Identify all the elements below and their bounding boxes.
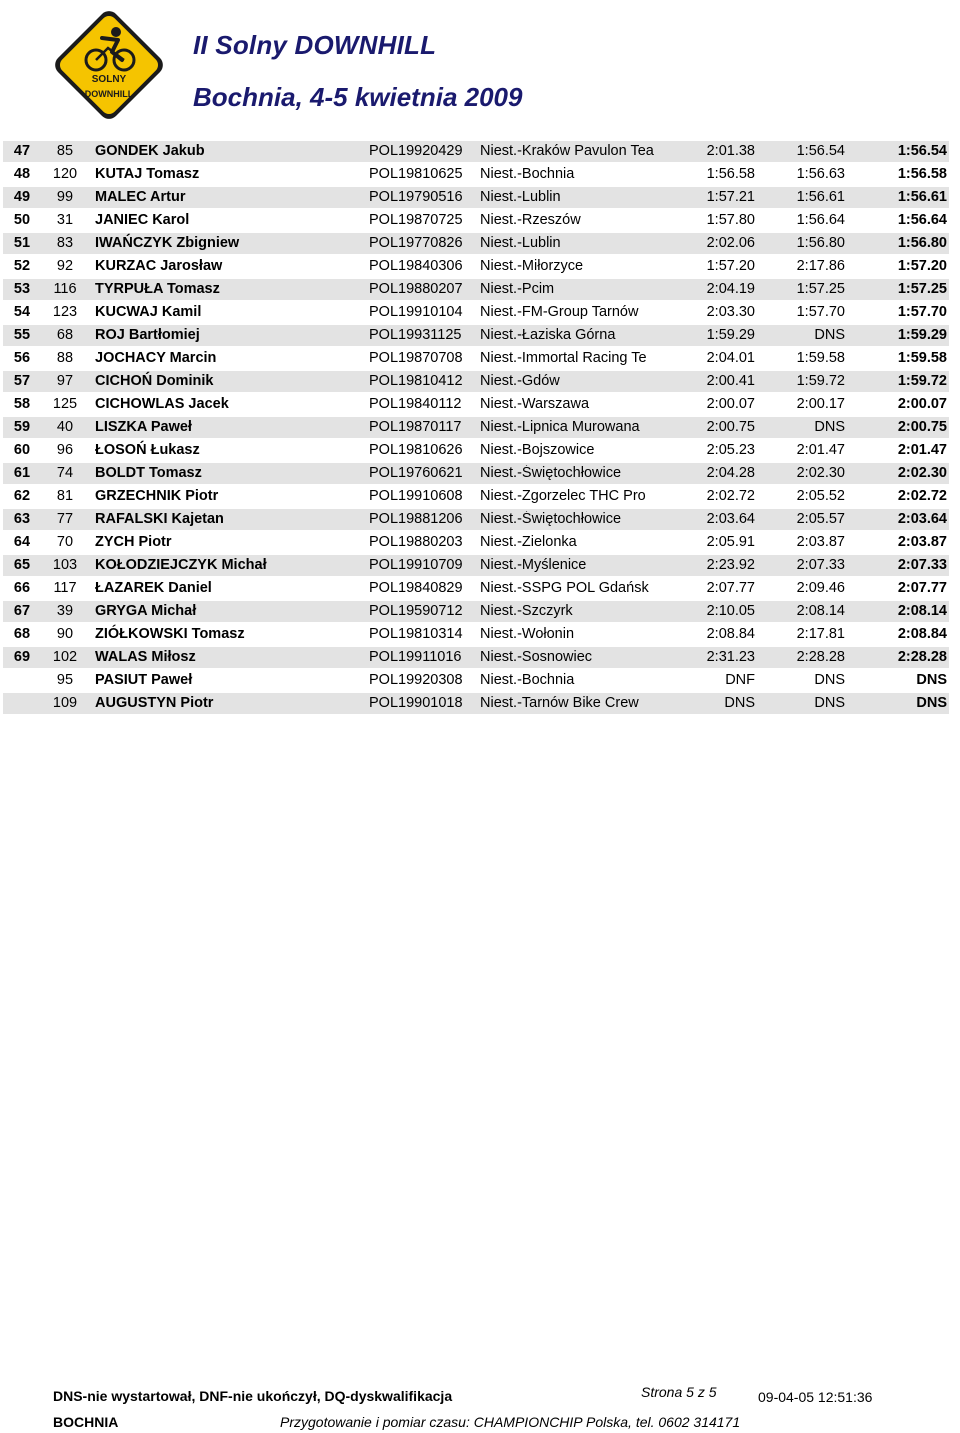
- page-number: Strona 5 z 5: [641, 1384, 717, 1400]
- bib-number-cell: 92: [56, 258, 74, 274]
- table-row: [3, 601, 949, 622]
- club-cell: Niest.-Rzeszów: [480, 212, 581, 228]
- run1-time-cell: 2:10.05: [706, 603, 755, 619]
- run1-time-cell: 2:02.72: [706, 488, 755, 504]
- table-row: [3, 509, 949, 530]
- rider-name-cell: RAFALSKI Kajetan: [95, 511, 224, 527]
- bib-number-cell: 40: [56, 419, 74, 435]
- rider-name-cell: PASIUT Paweł: [95, 672, 193, 688]
- run2-time-cell: 2:08.14: [796, 603, 845, 619]
- bib-number-cell: 125: [52, 396, 78, 412]
- table-row: [3, 141, 949, 162]
- rider-name-cell: ZIÓŁKOWSKI Tomasz: [95, 626, 245, 642]
- run2-time-cell: 2:02.30: [796, 465, 845, 481]
- table-row: [3, 670, 949, 691]
- position-cell: 49: [13, 189, 31, 205]
- bib-number-cell: 123: [52, 304, 78, 320]
- event-logo: [46, 2, 172, 128]
- run2-time-cell: DNS: [814, 327, 845, 343]
- bib-number-cell: 90: [56, 626, 74, 642]
- run2-time-cell: 1:57.25: [796, 281, 845, 297]
- run2-time-cell: 2:05.52: [796, 488, 845, 504]
- run1-time-cell: 2:04.28: [706, 465, 755, 481]
- table-row: [3, 325, 949, 346]
- license-code-cell: POL19920429: [369, 143, 463, 159]
- run1-time-cell: 2:00.41: [706, 373, 755, 389]
- club-cell: Niest.-Lublin: [480, 235, 561, 251]
- run1-time-cell: 2:23.92: [706, 557, 755, 573]
- bib-number-cell: 39: [56, 603, 74, 619]
- best-time-cell: 1:57.25: [897, 281, 947, 297]
- best-time-cell: 2:02.72: [897, 488, 947, 504]
- rider-name-cell: GRYGA Michał: [95, 603, 197, 619]
- bib-number-cell: 116: [53, 281, 77, 297]
- position-cell: 56: [13, 350, 31, 366]
- club-cell: Niest.-Tarnów Bike Crew: [480, 695, 639, 711]
- license-code-cell: POL19810314: [369, 626, 463, 642]
- bib-number-cell: 97: [56, 373, 74, 389]
- position-cell: 51: [13, 235, 31, 251]
- run1-time-cell: 2:05.23: [706, 442, 755, 458]
- run1-time-cell: 2:08.84: [706, 626, 755, 642]
- position-cell: 59: [13, 419, 31, 435]
- best-time-cell: 2:08.84: [897, 626, 947, 642]
- best-time-cell: 1:57.20: [897, 258, 947, 274]
- best-time-cell: 1:59.58: [897, 350, 947, 366]
- position-cell: 52: [13, 258, 31, 274]
- table-row: [3, 486, 949, 507]
- bib-number-cell: 96: [56, 442, 74, 458]
- best-time-cell: 2:01.47: [897, 442, 947, 458]
- best-time-cell: DNS: [916, 695, 947, 711]
- table-row: [3, 463, 949, 484]
- run2-time-cell: 1:57.70: [796, 304, 845, 320]
- run2-time-cell: 1:56.54: [796, 143, 845, 159]
- run1-time-cell: 1:57.21: [706, 189, 755, 205]
- club-cell: Niest.-Kraków Pavulon Tea: [480, 143, 654, 159]
- run1-time-cell: 2:02.06: [706, 235, 755, 251]
- license-code-cell: POL19840112: [369, 396, 462, 412]
- table-row: [3, 532, 949, 553]
- license-code-cell: POL19590712: [369, 603, 463, 619]
- rider-name-cell: GONDEK Jakub: [95, 143, 205, 159]
- footer-legend: DNS-nie wystartował, DNF-nie ukończył, DQ-dyskwalifikacja: [53, 1388, 453, 1404]
- rider-name-cell: CICHOŃ Dominik: [95, 373, 214, 389]
- rider-name-cell: IWAŃCZYK Zbigniew: [95, 235, 240, 251]
- bib-number-cell: 88: [56, 350, 74, 366]
- best-time-cell: 2:00.75: [897, 419, 947, 435]
- run2-time-cell: 1:56.63: [796, 166, 845, 182]
- club-cell: Niest.-Warszawa: [480, 396, 590, 412]
- run1-time-cell: 2:00.75: [706, 419, 755, 435]
- best-time-cell: 2:00.07: [897, 396, 947, 412]
- position-cell: 63: [13, 511, 31, 527]
- results-table: [3, 141, 949, 716]
- position-cell: 60: [13, 442, 31, 458]
- rider-name-cell: KUCWAJ Kamil: [95, 304, 202, 320]
- table-row: [3, 348, 949, 369]
- position-cell: 55: [13, 327, 31, 343]
- rider-name-cell: ZYCH Piotr: [95, 534, 172, 550]
- bib-number-cell: 95: [56, 672, 74, 688]
- table-row: [3, 417, 949, 438]
- license-code-cell: POL19901018: [369, 695, 463, 711]
- position-cell: 50: [13, 212, 31, 228]
- position-cell: 64: [13, 534, 31, 550]
- print-timestamp: 09-04-05 12:51:36: [758, 1389, 873, 1405]
- club-cell: Niest.-Zielonka: [480, 534, 577, 550]
- rider-name-cell: JANIEC Karol: [95, 212, 190, 228]
- run1-time-cell: 1:57.20: [706, 258, 755, 274]
- table-row: [3, 279, 949, 300]
- rider-name-cell: ROJ Bartłomiej: [95, 327, 200, 343]
- bib-number-cell: 74: [56, 465, 74, 481]
- run1-time-cell: 2:00.07: [706, 396, 755, 412]
- table-row: [3, 210, 949, 231]
- license-code-cell: POL19840306: [369, 258, 463, 274]
- bib-number-cell: 70: [56, 534, 74, 550]
- best-time-cell: 1:56.64: [897, 212, 947, 228]
- rider-name-cell: CICHOWLAS Jacek: [95, 396, 229, 412]
- position-cell: 66: [13, 580, 31, 596]
- best-time-cell: 1:59.29: [897, 327, 947, 343]
- license-code-cell: POL19840829: [369, 580, 463, 596]
- club-cell: Niest.-Myślenice: [480, 557, 587, 573]
- license-code-cell: POL19911016: [369, 649, 462, 665]
- club-cell: Niest.-Bochnia: [480, 672, 575, 688]
- license-code-cell: POL19810412: [369, 373, 463, 389]
- rider-name-cell: MALEC Artur: [95, 189, 186, 205]
- position-cell: 47: [13, 143, 31, 159]
- bib-number-cell: 81: [56, 488, 74, 504]
- license-code-cell: POL19870725: [369, 212, 463, 228]
- run2-time-cell: 1:59.72: [796, 373, 845, 389]
- run2-time-cell: 2:28.28: [796, 649, 845, 665]
- club-cell: Niest.-Pcim: [480, 281, 555, 297]
- rider-name-cell: AUGUSTYN Piotr: [95, 695, 214, 711]
- bib-number-cell: 103: [52, 557, 78, 573]
- bib-number-cell: 31: [56, 212, 74, 228]
- position-cell: 62: [13, 488, 31, 504]
- rider-name-cell: KURZAC Jarosław: [95, 258, 223, 274]
- run1-time-cell: 2:07.77: [706, 580, 755, 596]
- table-row: [3, 187, 949, 208]
- position-cell: 69: [13, 649, 31, 665]
- table-row: [3, 693, 949, 714]
- run2-time-cell: DNS: [814, 419, 845, 435]
- club-cell: Niest.-FM-Group Tarnów: [480, 304, 639, 320]
- best-time-cell: 1:56.80: [897, 235, 947, 251]
- table-row: [3, 233, 949, 254]
- run1-time-cell: 1:57.80: [706, 212, 755, 228]
- best-time-cell: 1:59.72: [897, 373, 947, 389]
- bib-number-cell: 77: [56, 511, 74, 527]
- run1-time-cell: DNS: [724, 695, 755, 711]
- run1-time-cell: 2:05.91: [706, 534, 755, 550]
- table-row: [3, 578, 949, 599]
- license-code-cell: POL19790516: [369, 189, 463, 205]
- best-time-cell: 1:56.58: [897, 166, 947, 182]
- table-row: [3, 256, 949, 277]
- club-cell: Niest.-Wołonin: [480, 626, 575, 642]
- club-cell: Niest.-SSPG POL Gdańsk: [480, 580, 649, 596]
- timing-credit: Przygotowanie i pomiar czasu: CHAMPIONCHIP Polska, tel. 0602 314171: [280, 1414, 741, 1430]
- logo-text-top: SOLNY: [91, 74, 127, 85]
- run2-time-cell: 1:56.61: [796, 189, 845, 205]
- footer-city: BOCHNIA: [53, 1414, 119, 1430]
- bib-number-cell: 117: [53, 580, 77, 596]
- run2-time-cell: 2:17.81: [796, 626, 845, 642]
- run1-time-cell: 1:59.29: [706, 327, 755, 343]
- run2-time-cell: 2:00.17: [796, 396, 845, 412]
- bib-number-cell: 68: [56, 327, 74, 343]
- license-code-cell: POL19910104: [369, 304, 463, 320]
- run2-time-cell: DNS: [814, 672, 845, 688]
- best-time-cell: 2:28.28: [897, 649, 947, 665]
- license-code-cell: POL19870117: [369, 419, 462, 435]
- run1-time-cell: 2:01.38: [706, 143, 755, 159]
- club-cell: Niest.-Szczyrk: [480, 603, 573, 619]
- run1-time-cell: DNF: [725, 672, 755, 688]
- bib-number-cell: 109: [52, 695, 78, 711]
- club-cell: Niest.-Sosnowiec: [480, 649, 593, 665]
- best-time-cell: 2:07.77: [897, 580, 947, 596]
- license-code-cell: POL19910608: [369, 488, 463, 504]
- table-row: [3, 394, 949, 415]
- table-row: [3, 555, 949, 576]
- position-cell: 53: [13, 281, 31, 297]
- run1-time-cell: 2:03.30: [706, 304, 755, 320]
- license-code-cell: POL19760621: [369, 465, 463, 481]
- logo-text-bottom: DOWNHILL: [84, 89, 134, 99]
- rider-name-cell: TYRPUŁA Tomasz: [95, 281, 220, 297]
- rider-name-cell: GRZECHNIK Piotr: [95, 488, 219, 504]
- license-code-cell: POL19880207: [369, 281, 463, 297]
- table-row: [3, 164, 949, 185]
- position-cell: 61: [13, 465, 31, 481]
- cyclist-head-icon: [111, 27, 121, 37]
- license-code-cell: POL19810626: [369, 442, 463, 458]
- club-cell: Niest.-Świętochłowice: [480, 465, 622, 481]
- bib-number-cell: 85: [56, 143, 74, 159]
- bib-number-cell: 102: [52, 649, 78, 665]
- run2-time-cell: 1:59.58: [796, 350, 845, 366]
- club-cell: Niest.-Zgorzelec THC Pro: [480, 488, 646, 504]
- rider-name-cell: KOŁODZIEJCZYK Michał: [95, 557, 267, 573]
- license-code-cell: POL19920308: [369, 672, 463, 688]
- best-time-cell: 2:02.30: [897, 465, 947, 481]
- run2-time-cell: 2:01.47: [796, 442, 845, 458]
- run1-time-cell: 2:03.64: [706, 511, 755, 527]
- best-time-cell: DNS: [916, 672, 947, 688]
- rider-name-cell: ŁOSOŃ Łukasz: [95, 442, 200, 458]
- position-cell: 67: [13, 603, 31, 619]
- run1-time-cell: 2:04.01: [706, 350, 755, 366]
- license-code-cell: POL19931125: [369, 327, 462, 343]
- license-code-cell: POL19910709: [369, 557, 463, 573]
- club-cell: Niest.-Świętochłowice: [480, 511, 622, 527]
- best-time-cell: 2:03.87: [897, 534, 947, 550]
- table-row: [3, 302, 949, 323]
- bib-number-cell: 83: [56, 235, 74, 251]
- club-cell: Niest.-Lublin: [480, 189, 561, 205]
- club-cell: Niest.-Bojszowice: [480, 442, 595, 458]
- club-cell: Niest.-Immortal Racing Te: [480, 350, 647, 366]
- best-time-cell: 1:56.61: [897, 189, 947, 205]
- position-cell: 48: [13, 166, 31, 182]
- license-code-cell: POL19770826: [369, 235, 463, 251]
- table-row: [3, 440, 949, 461]
- license-code-cell: POL19810625: [369, 166, 463, 182]
- rider-name-cell: BOLDT Tomasz: [95, 465, 202, 481]
- best-time-cell: 2:03.64: [897, 511, 947, 527]
- bib-number-cell: 120: [52, 166, 78, 182]
- best-time-cell: 2:07.33: [897, 557, 947, 573]
- position-cell: 58: [13, 396, 31, 412]
- best-time-cell: 1:56.54: [897, 143, 947, 159]
- club-cell: Niest.-Lipnica Murowana: [480, 419, 640, 435]
- club-cell: Niest.-Łaziska Górna: [480, 327, 616, 343]
- run1-time-cell: 2:04.19: [706, 281, 755, 297]
- best-time-cell: 1:57.70: [897, 304, 947, 320]
- position-cell: 68: [13, 626, 31, 642]
- run2-time-cell: 1:56.64: [796, 212, 845, 228]
- run2-time-cell: 2:05.57: [796, 511, 845, 527]
- position-cell: 54: [13, 304, 31, 320]
- license-code-cell: POL19881206: [369, 511, 463, 527]
- rider-name-cell: LISZKA Paweł: [95, 419, 192, 435]
- table-row: [3, 647, 949, 668]
- license-code-cell: POL19870708: [369, 350, 463, 366]
- rider-name-cell: KUTAJ Tomasz: [95, 166, 200, 182]
- club-cell: Niest.-Gdów: [480, 373, 560, 389]
- rider-name-cell: ŁAZAREK Daniel: [95, 580, 212, 596]
- club-cell: Niest.-Bochnia: [480, 166, 575, 182]
- event-title: II Solny DOWNHILL: [193, 30, 437, 60]
- event-subtitle: Bochnia, 4-5 kwietnia 2009: [193, 82, 523, 112]
- run2-time-cell: 2:07.33: [796, 557, 845, 573]
- run2-time-cell: 1:56.80: [796, 235, 845, 251]
- club-cell: Niest.-Miłorzyce: [480, 258, 584, 274]
- table-row: [3, 371, 949, 392]
- rider-name-cell: JOCHACY Marcin: [95, 350, 217, 366]
- best-time-cell: 2:08.14: [897, 603, 947, 619]
- run2-time-cell: 2:09.46: [796, 580, 845, 596]
- run1-time-cell: 2:31.23: [706, 649, 755, 665]
- run1-time-cell: 1:56.58: [706, 166, 755, 182]
- run2-time-cell: DNS: [814, 695, 845, 711]
- bib-number-cell: 99: [56, 189, 74, 205]
- run2-time-cell: 2:17.86: [796, 258, 845, 274]
- position-cell: 57: [13, 373, 31, 389]
- position-cell: 65: [13, 557, 31, 573]
- license-code-cell: POL19880203: [369, 534, 463, 550]
- run2-time-cell: 2:03.87: [796, 534, 845, 550]
- table-row: [3, 624, 949, 645]
- rider-name-cell: WALAS Miłosz: [95, 649, 196, 665]
